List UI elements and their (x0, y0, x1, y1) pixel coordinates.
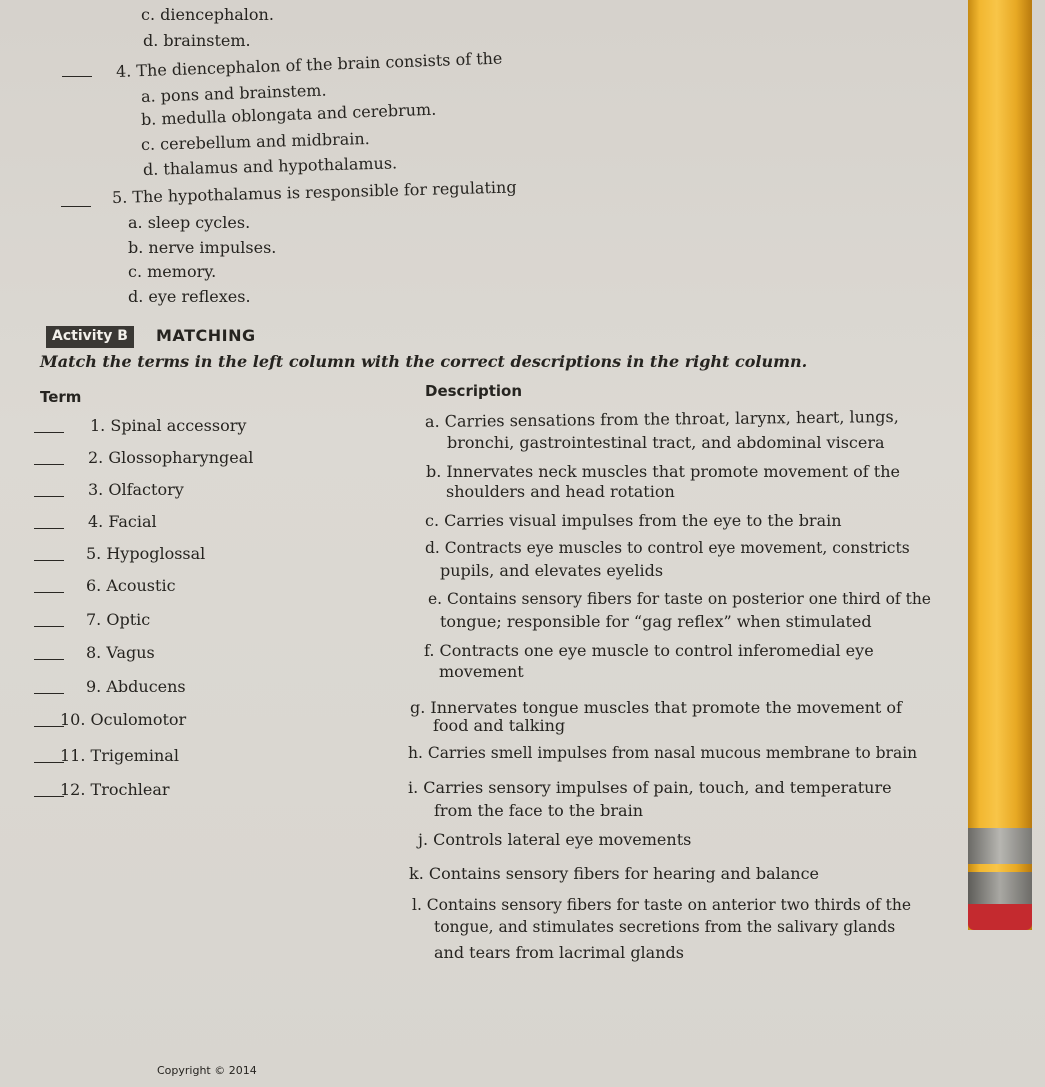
term-item: 9. Abducens (86, 677, 186, 696)
description-line: a. Carries sensations from the throat, larynx, heart, lungs, (424, 407, 899, 431)
activity-badge: Activity B (46, 326, 134, 348)
description-line: food and talking (433, 716, 566, 735)
answer-blank[interactable] (34, 659, 64, 660)
answer-blank[interactable] (34, 560, 64, 561)
description-line: c. Carries visual impulses from the eye to the brain (425, 511, 842, 530)
mc-option: a. pons and brainstem. (140, 80, 327, 106)
description-line: b. Innervates neck muscles that promote movement of the (426, 462, 900, 481)
mc-option: b. medulla oblongata and cerebrum. (140, 99, 437, 129)
activity-title: MATCHING (156, 326, 256, 345)
mc-option: c. diencephalon. (141, 5, 274, 24)
term-item: 2. Glossopharyngeal (88, 448, 254, 467)
term-item: 1. Spinal accessory (90, 416, 247, 435)
mc-option: d. thalamus and hypothalamus. (142, 153, 398, 179)
term-item: 8. Vagus (86, 643, 155, 662)
description-line: shoulders and head rotation (446, 482, 675, 501)
mc-option: c. memory. (128, 262, 217, 281)
copyright-footer: Copyright © 2014 (157, 1064, 257, 1077)
mc-option: c. cerebellum and midbrain. (140, 129, 370, 154)
description-line: l. Contains sensory fibers for taste on anterior two thirds of the (412, 896, 912, 914)
answer-blank[interactable] (61, 206, 91, 207)
term-column-header: Term (40, 388, 82, 406)
description-column-header: Description (425, 382, 523, 400)
description-line: movement (439, 662, 524, 681)
pencil-ferrule (968, 872, 1032, 904)
answer-blank[interactable] (62, 76, 92, 77)
description-line: i. Carries sensory impulses of pain, touch, and temperature (408, 778, 892, 797)
mc-option: d. eye reflexes. (128, 287, 251, 306)
term-item: 10. Oculomotor (60, 710, 187, 729)
answer-blank[interactable] (34, 592, 64, 593)
description-line: f. Contracts one eye muscle to control inferomedial eye (424, 641, 874, 660)
term-item: 12. Trochlear (60, 780, 170, 799)
description-line: d. Contracts eye muscles to control eye movement, constricts (425, 539, 910, 557)
mc-option: d. brainstem. (143, 31, 251, 50)
answer-blank[interactable] (34, 496, 64, 497)
description-line: tongue; responsible for “gag reflex” when stimulated (440, 612, 872, 631)
description-line: bronchi, gastrointestinal tract, and abdominal viscera (447, 433, 885, 452)
answer-blank[interactable] (34, 432, 64, 433)
term-item: 11. Trigeminal (60, 746, 179, 765)
description-line: from the face to the brain (434, 801, 644, 820)
term-item: 3. Olfactory (88, 480, 184, 499)
term-item: 5. Hypoglossal (86, 544, 206, 563)
mc-question: 4. The diencephalon of the brain consists of the (115, 48, 503, 81)
answer-blank[interactable] (34, 464, 64, 465)
pencil-eraser (968, 904, 1032, 930)
description-line: pupils, and elevates eyelids (440, 561, 664, 580)
description-line: j. Controls lateral eye movements (418, 830, 692, 849)
mc-option: a. sleep cycles. (128, 213, 251, 232)
description-line: tongue, and stimulates secretions from the salivary glands (434, 918, 896, 936)
pencil-image (968, 0, 1032, 930)
description-line: k. Contains sensory fibers for hearing and balance (409, 864, 820, 883)
term-item: 7. Optic (86, 610, 151, 629)
description-line: h. Carries smell impulses from nasal mucous membrane to brain (408, 744, 918, 762)
answer-blank[interactable] (34, 693, 64, 694)
answer-blank[interactable] (34, 626, 64, 627)
pencil-ferrule (968, 828, 1032, 864)
instructions: Match the terms in the left column with the correct descriptions in the right column. (40, 352, 808, 371)
answer-blank[interactable] (34, 528, 64, 529)
term-item: 4. Facial (88, 512, 157, 531)
description-line: g. Innervates tongue muscles that promote the movement of (410, 698, 902, 717)
term-item: 6. Acoustic (86, 576, 176, 595)
description-line: and tears from lacrimal glands (434, 943, 684, 962)
mc-option: b. nerve impulses. (128, 238, 277, 257)
mc-question: 5. The hypothalamus is responsible for regulating (111, 177, 517, 207)
description-line: e. Contains sensory fibers for taste on posterior one third of the (428, 590, 931, 608)
